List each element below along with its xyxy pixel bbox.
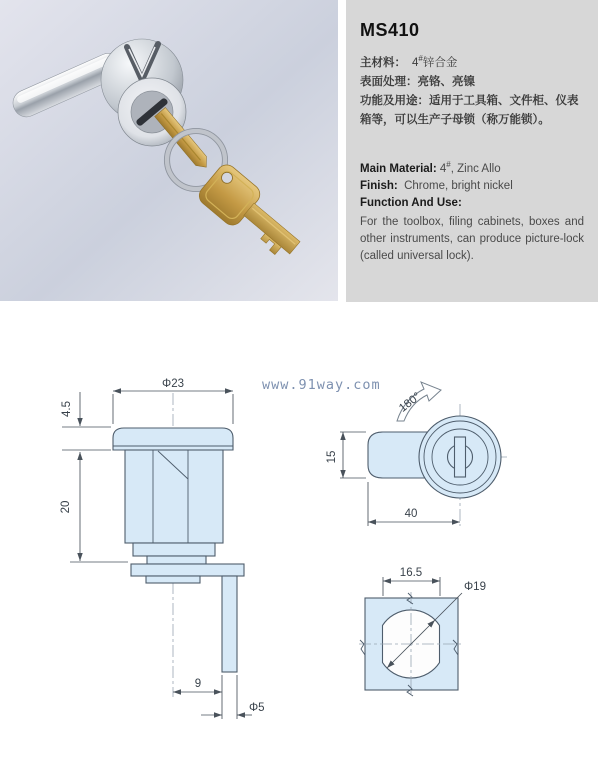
cutout-view-drawing xyxy=(359,567,486,697)
dim-cap-height: 4.5 xyxy=(61,401,73,417)
dim-cap-diameter: Φ23 xyxy=(162,378,184,390)
en-specs xyxy=(360,156,584,265)
dim-body-height: 20 xyxy=(60,500,72,514)
en-material-line: Main Material: 4#, Zinc Allo xyxy=(360,159,501,175)
dim-hole-diameter: Φ19 xyxy=(464,581,486,593)
front-view-drawing xyxy=(326,382,507,526)
dim-flat-width: 16.5 xyxy=(399,567,423,579)
dim-rod-offset: 9 xyxy=(194,678,202,690)
en-function-heading: Function And Use: xyxy=(360,196,462,209)
zh-finish-line: 表面处理：亮铬、亮镍 xyxy=(360,75,475,88)
dim-lever-width: 15 xyxy=(326,450,338,464)
technical-drawings xyxy=(0,302,600,780)
dim-rod-diameter: Φ5 xyxy=(249,702,265,714)
zh-specs xyxy=(360,49,584,130)
en-function-text: For the toolbox, filing cabinets, boxes and other instruments, can produce picture-lock (called universal lock). xyxy=(360,215,584,262)
watermark-text: www.91way.com xyxy=(262,377,381,393)
en-finish-line: Finish: Chrome, bright nickel xyxy=(360,179,513,192)
product-photo xyxy=(0,0,338,301)
side-view-drawing xyxy=(60,378,265,719)
product-model: MS410 xyxy=(360,20,420,40)
dim-length: 40 xyxy=(404,508,418,520)
zh-material-line: 主材料： 4#锌合金 xyxy=(360,54,458,69)
dim-rotation: 180° xyxy=(397,390,424,415)
info-panel xyxy=(346,0,598,302)
zh-function-line: 功能及用途：适用于工具箱、文件柜、仪表箱等，可以生产子母锁（称万能锁）。 xyxy=(360,94,579,126)
